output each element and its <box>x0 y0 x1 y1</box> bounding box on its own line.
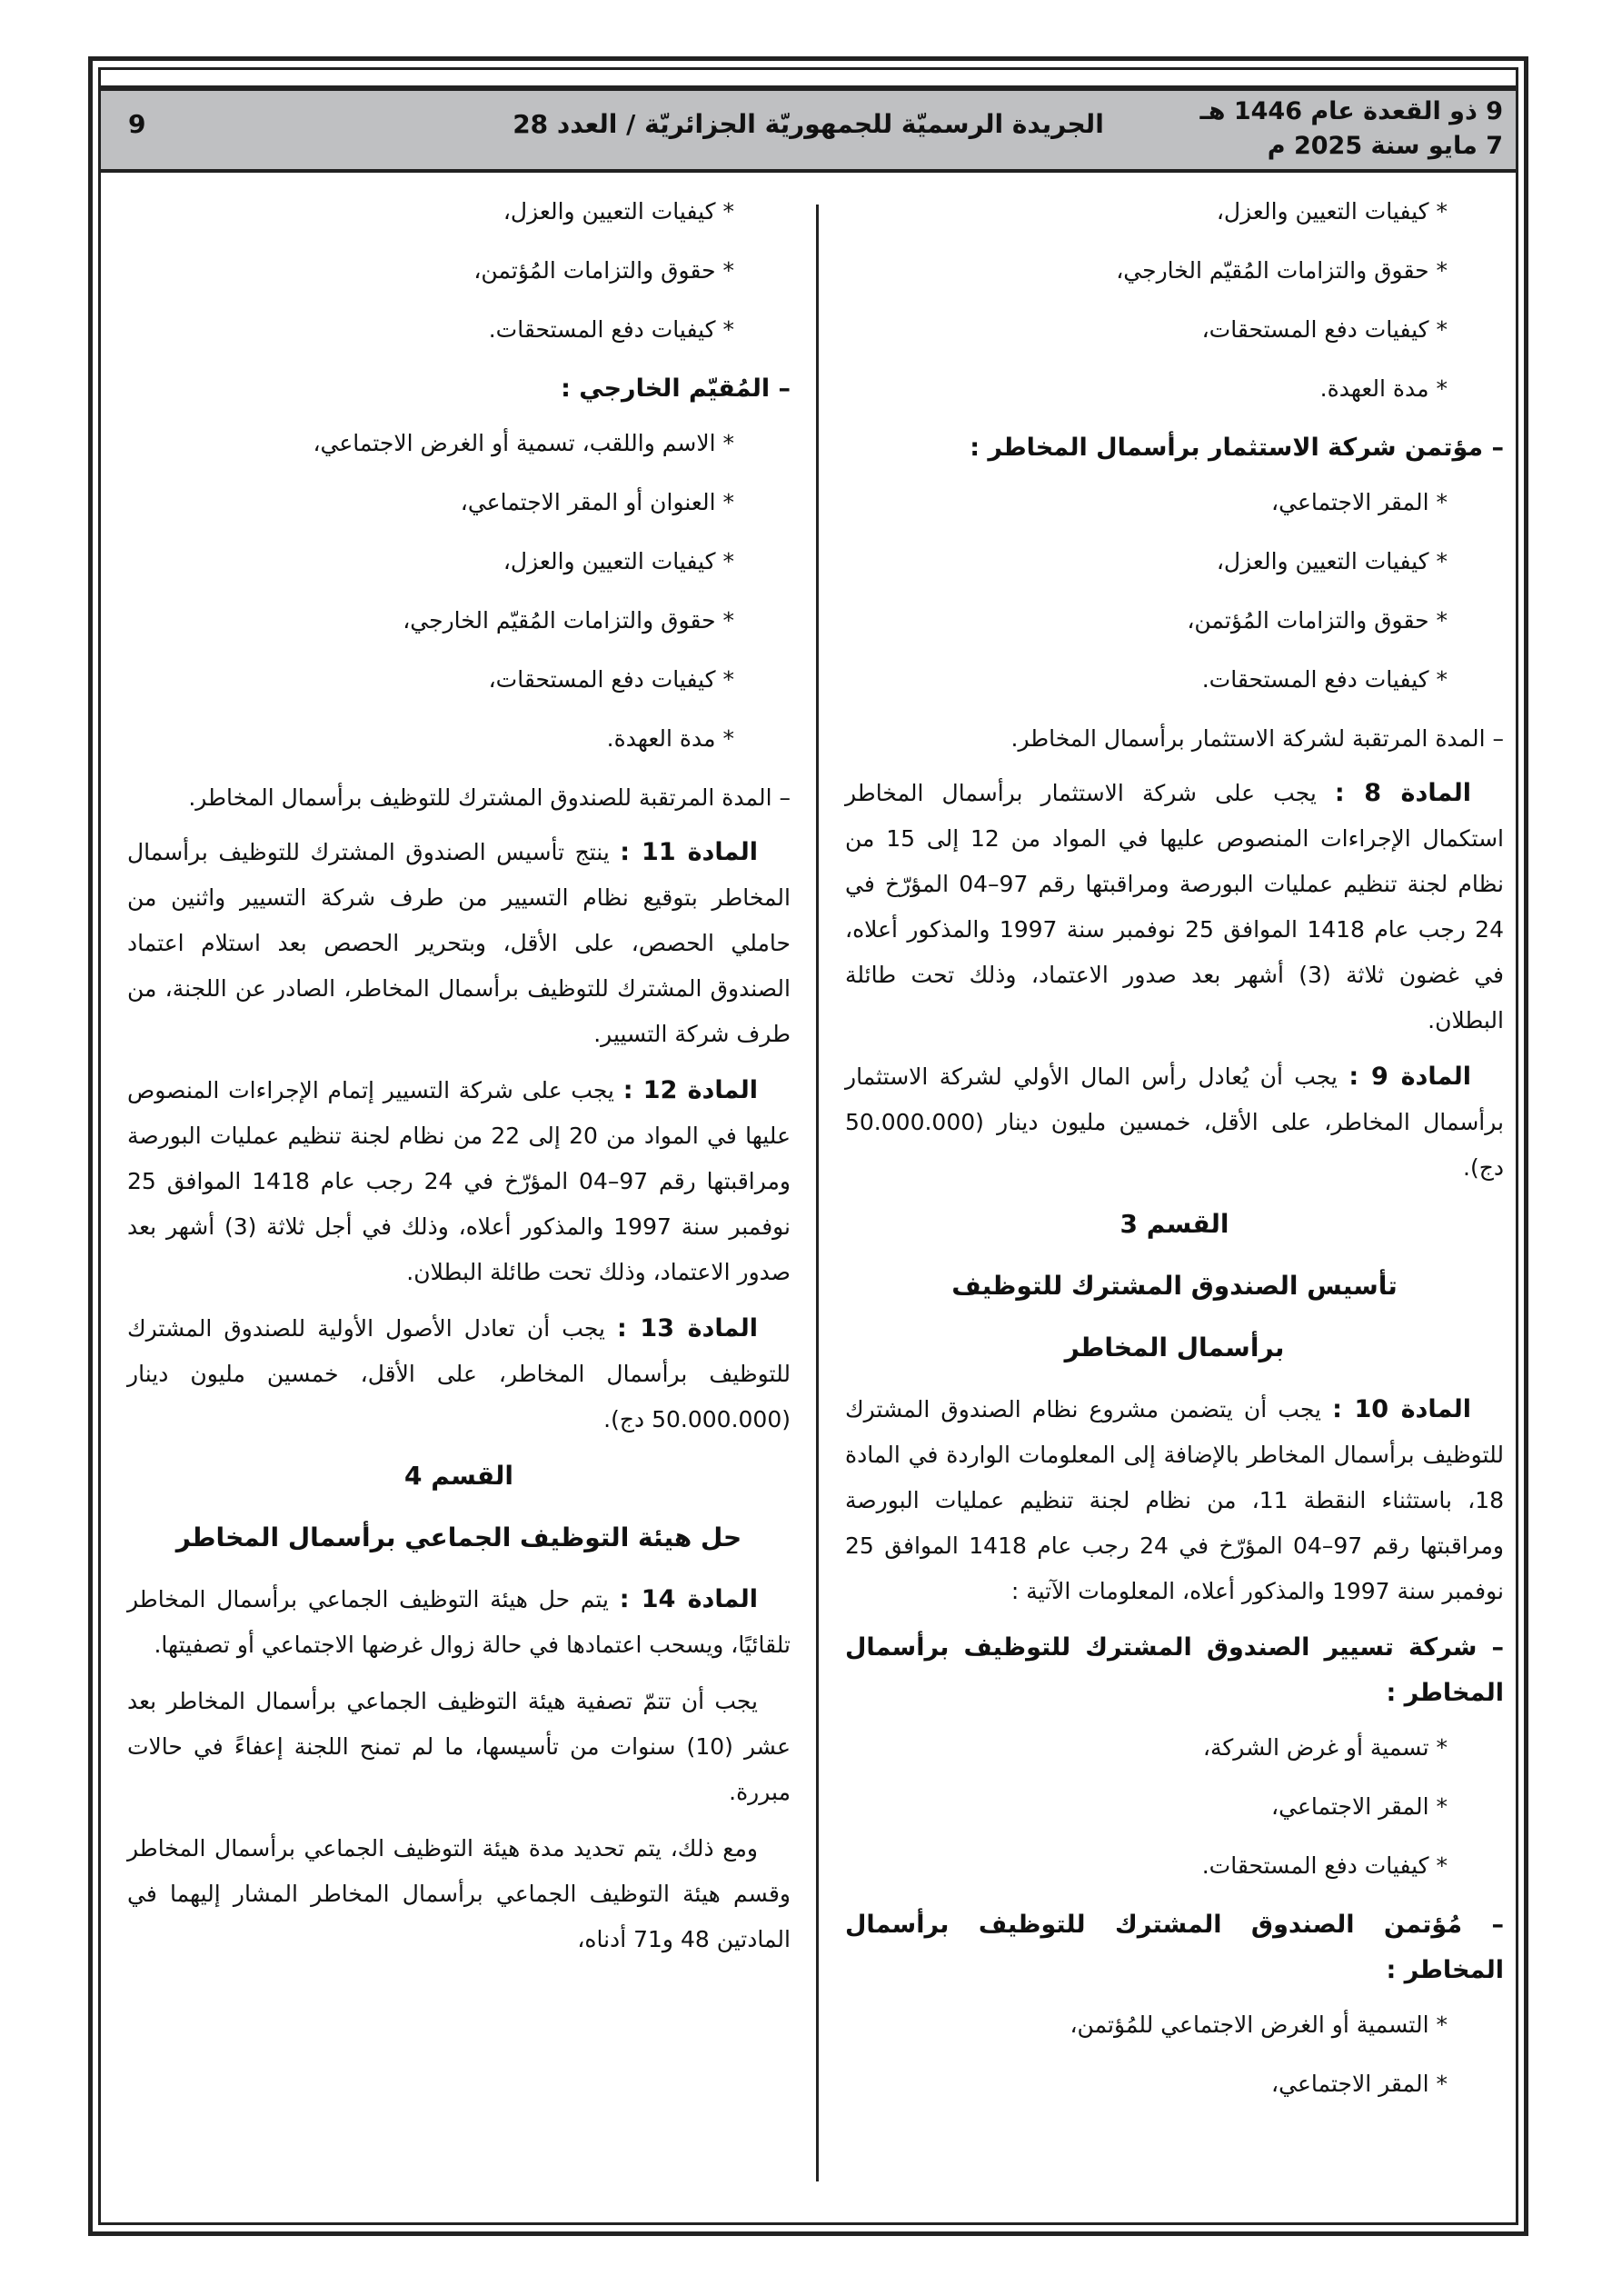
column-divider <box>816 205 819 2181</box>
list-item: * العنوان أو المقر الاجتماعي، <box>460 489 734 515</box>
list-item: * المقر الاجتماعي، <box>1271 2071 1448 2097</box>
date-hijri: 9 ذو القعدة عام 1446 هـ <box>1199 97 1503 125</box>
list-item: * كيفيات التعيين والعزل، <box>503 198 734 225</box>
article-text: يجب أن يتضمن مشروع نظام الصندوق المشترك للتوظيف برأسمال المخاطر بالإضافة إلى المعلومات الواردة في المادة 18، باستثناء النقطة 11، من نظام لجنة تنظيم عمليات البورصة ومراقبتها رقم 97–04 المؤرّخ في 24 رجب عام 1418 الموافق 25 نوفمبر سنة 1997 والمذكور أعلاه، المعلومات الآتية : <box>845 1396 1504 1604</box>
right-column <box>845 189 1504 2121</box>
dash-item: – المدة المرتقبة لشركة الاستثمار برأسمال المخاطر. <box>1010 725 1504 752</box>
subheading: – مُؤتمن الصندوق المشترك للتوظيف برأسمال المخاطر : <box>845 1911 1504 1984</box>
paragraph: ومع ذلك، يتم تحديد مدة هيئة التوظيف الجماعي برأسمال المخاطر وقسم هيئة التوظيف الجماعي برأسمال المخاطر المشار إليهما في المادتين 48 و71 أدناه، <box>127 1835 791 1952</box>
section-heading: القسم 4 <box>404 1461 513 1491</box>
section-heading: تأسيس الصندوق المشترك للتوظيف <box>951 1271 1398 1301</box>
list-item: * كيفيات دفع المستحقات. <box>488 316 734 343</box>
article <box>127 830 791 1057</box>
list-item: * المقر الاجتماعي، <box>1271 489 1448 515</box>
list-item: * كيفيات دفع المستحقات، <box>1201 316 1448 343</box>
list-item: * تسمية أو غرض الشركة، <box>1202 1734 1448 1761</box>
article-label: المادة 13 : <box>617 1314 758 1343</box>
list-item: * كيفيات دفع المستحقات. <box>1201 1852 1448 1879</box>
article-text: يجب أن يُعادل رأس المال الأولي لشركة الاستثمار برأسمال المخاطر، على الأقل، خمسين مليون دينار (50.000.000 دج). <box>845 1063 1504 1181</box>
list-item: * الاسم واللقب، تسمية أو الغرض الاجتماعي، <box>313 430 734 456</box>
article-text: يتم حل هيئة التوظيف الجماعي برأسمال المخاطر تلقائيًا، ويسحب اعتمادها في حالة زوال غرضها الاجتماعي أو تصفيتها. <box>127 1586 791 1658</box>
section-heading: برأسمال المخاطر <box>1064 1333 1285 1363</box>
paragraph: يجب أن تتمّ تصفية هيئة التوظيف الجماعي برأسمال المخاطر بعد عشر (10) سنوات من تأسيسها، ما لم تمنح اللجنة إعفاءً في حالات مبررة. <box>127 1688 791 1805</box>
list-item: * مدة العهدة. <box>606 725 734 752</box>
list-item: * المقر الاجتماعي، <box>1271 1793 1448 1820</box>
gazette-header <box>101 85 1516 173</box>
section-heading: حل هيئة التوظيف الجماعي برأسمال المخاطر <box>175 1522 742 1552</box>
article-label: المادة 8 : <box>1334 779 1471 807</box>
subheading: – شركة تسيير الصندوق المشترك للتوظيف برأسمال المخاطر : <box>845 1633 1504 1707</box>
list-item: * كيفيات دفع المستحقات، <box>488 666 734 693</box>
list-item: * حقوق والتزامات المُؤتمن، <box>473 257 734 284</box>
article <box>845 1054 1504 1191</box>
left-column <box>127 189 791 1973</box>
gazette-title: الجريدة الرسميّة للجمهوريّة الجزائريّة / العدد 28 <box>512 109 1104 139</box>
date-gregorian: 7 مايو سنة 2025 م <box>1267 132 1503 160</box>
article-text: ينتج تأسيس الصندوق المشترك للتوظيف برأسمال المخاطر بتوقيع نظام التسيير من طرف شركة التسيير واثنين من حاملي الحصص، على الأقل، وبتحرير الحصص بعد استلام اعتماد الصندوق المشترك للتوظيف برأسمال المخاطر، الصادر عن اللجنة، من طرف شركة التسيير. <box>127 839 791 1047</box>
page-number: 9 <box>128 109 146 139</box>
article-label: المادة 14 : <box>619 1585 759 1613</box>
list-item: * كيفيات التعيين والعزل، <box>1216 198 1448 225</box>
dash-item: – المدة المرتقبة للصندوق المشترك للتوظيف برأسمال المخاطر. <box>188 784 791 811</box>
article-label: المادة 12 : <box>622 1076 759 1104</box>
article-label: المادة 11 : <box>620 838 759 866</box>
list-item: * كيفيات التعيين والعزل، <box>1216 548 1448 574</box>
article-label: المادة 10 : <box>1332 1395 1472 1423</box>
article-text: يجب على شركة الاستثمار برأسمال المخاطر استكمال الإجراءات المنصوص عليها في المواد من 12 إلى 15 من نظام لجنة تنظيم عمليات البورصة ومراقبتها رقم 97–04 المؤرّخ في 24 رجب عام 1418 الموافق 25 نوفمبر سنة 1997 والمذكور أعلاه، في غضون ثلاثة (3) أشهر بعد صدور الاعتماد، وذلك تحت طائلة البطلان. <box>845 780 1504 1033</box>
article <box>127 1068 791 1295</box>
article-label: المادة 9 : <box>1348 1063 1472 1091</box>
list-item: * مدة العهدة. <box>1319 375 1448 402</box>
subheading: – المُقيّم الخارجي : <box>561 374 791 403</box>
list-item: * حقوق والتزامات المُقيّم الخارجي، <box>403 607 734 634</box>
article-text: يجب على شركة التسيير إتمام الإجراءات المنصوص عليها في المواد من 20 إلى 22 من نظام لجنة تنظيم عمليات البورصة ومراقبتها رقم 97–04 المؤرّخ في 24 رجب عام 1418 الموافق 25 نوفمبر سنة 1997 والمذكور أعلاه، وذلك في أجل ثلاثة (3) أشهر بعد صدور الاعتماد، وذلك تحت طائلة البطلان. <box>127 1077 791 1285</box>
article <box>845 771 1504 1043</box>
list-item: * حقوق والتزامات المُقيّم الخارجي، <box>1116 257 1448 284</box>
list-item: * حقوق والتزامات المُؤتمن، <box>1187 607 1448 634</box>
section-heading: القسم 3 <box>1119 1209 1229 1239</box>
article-text: يجب أن تعادل الأصول الأولية للصندوق المشترك للتوظيف برأسمال المخاطر، على الأقل، خمسين مليون دينار (50.000.000 دج). <box>127 1315 791 1433</box>
article <box>127 1306 791 1442</box>
list-item: * كيفيات التعيين والعزل، <box>503 548 734 574</box>
list-item: * التسمية أو الغرض الاجتماعي للمُؤتمن، <box>1070 2011 1448 2038</box>
list-item: * كيفيات دفع المستحقات. <box>1201 666 1448 693</box>
article <box>845 1387 1504 1614</box>
subheading: – مؤتمن شركة الاستثمار برأسمال المخاطر : <box>970 434 1504 462</box>
article <box>127 1577 791 1668</box>
